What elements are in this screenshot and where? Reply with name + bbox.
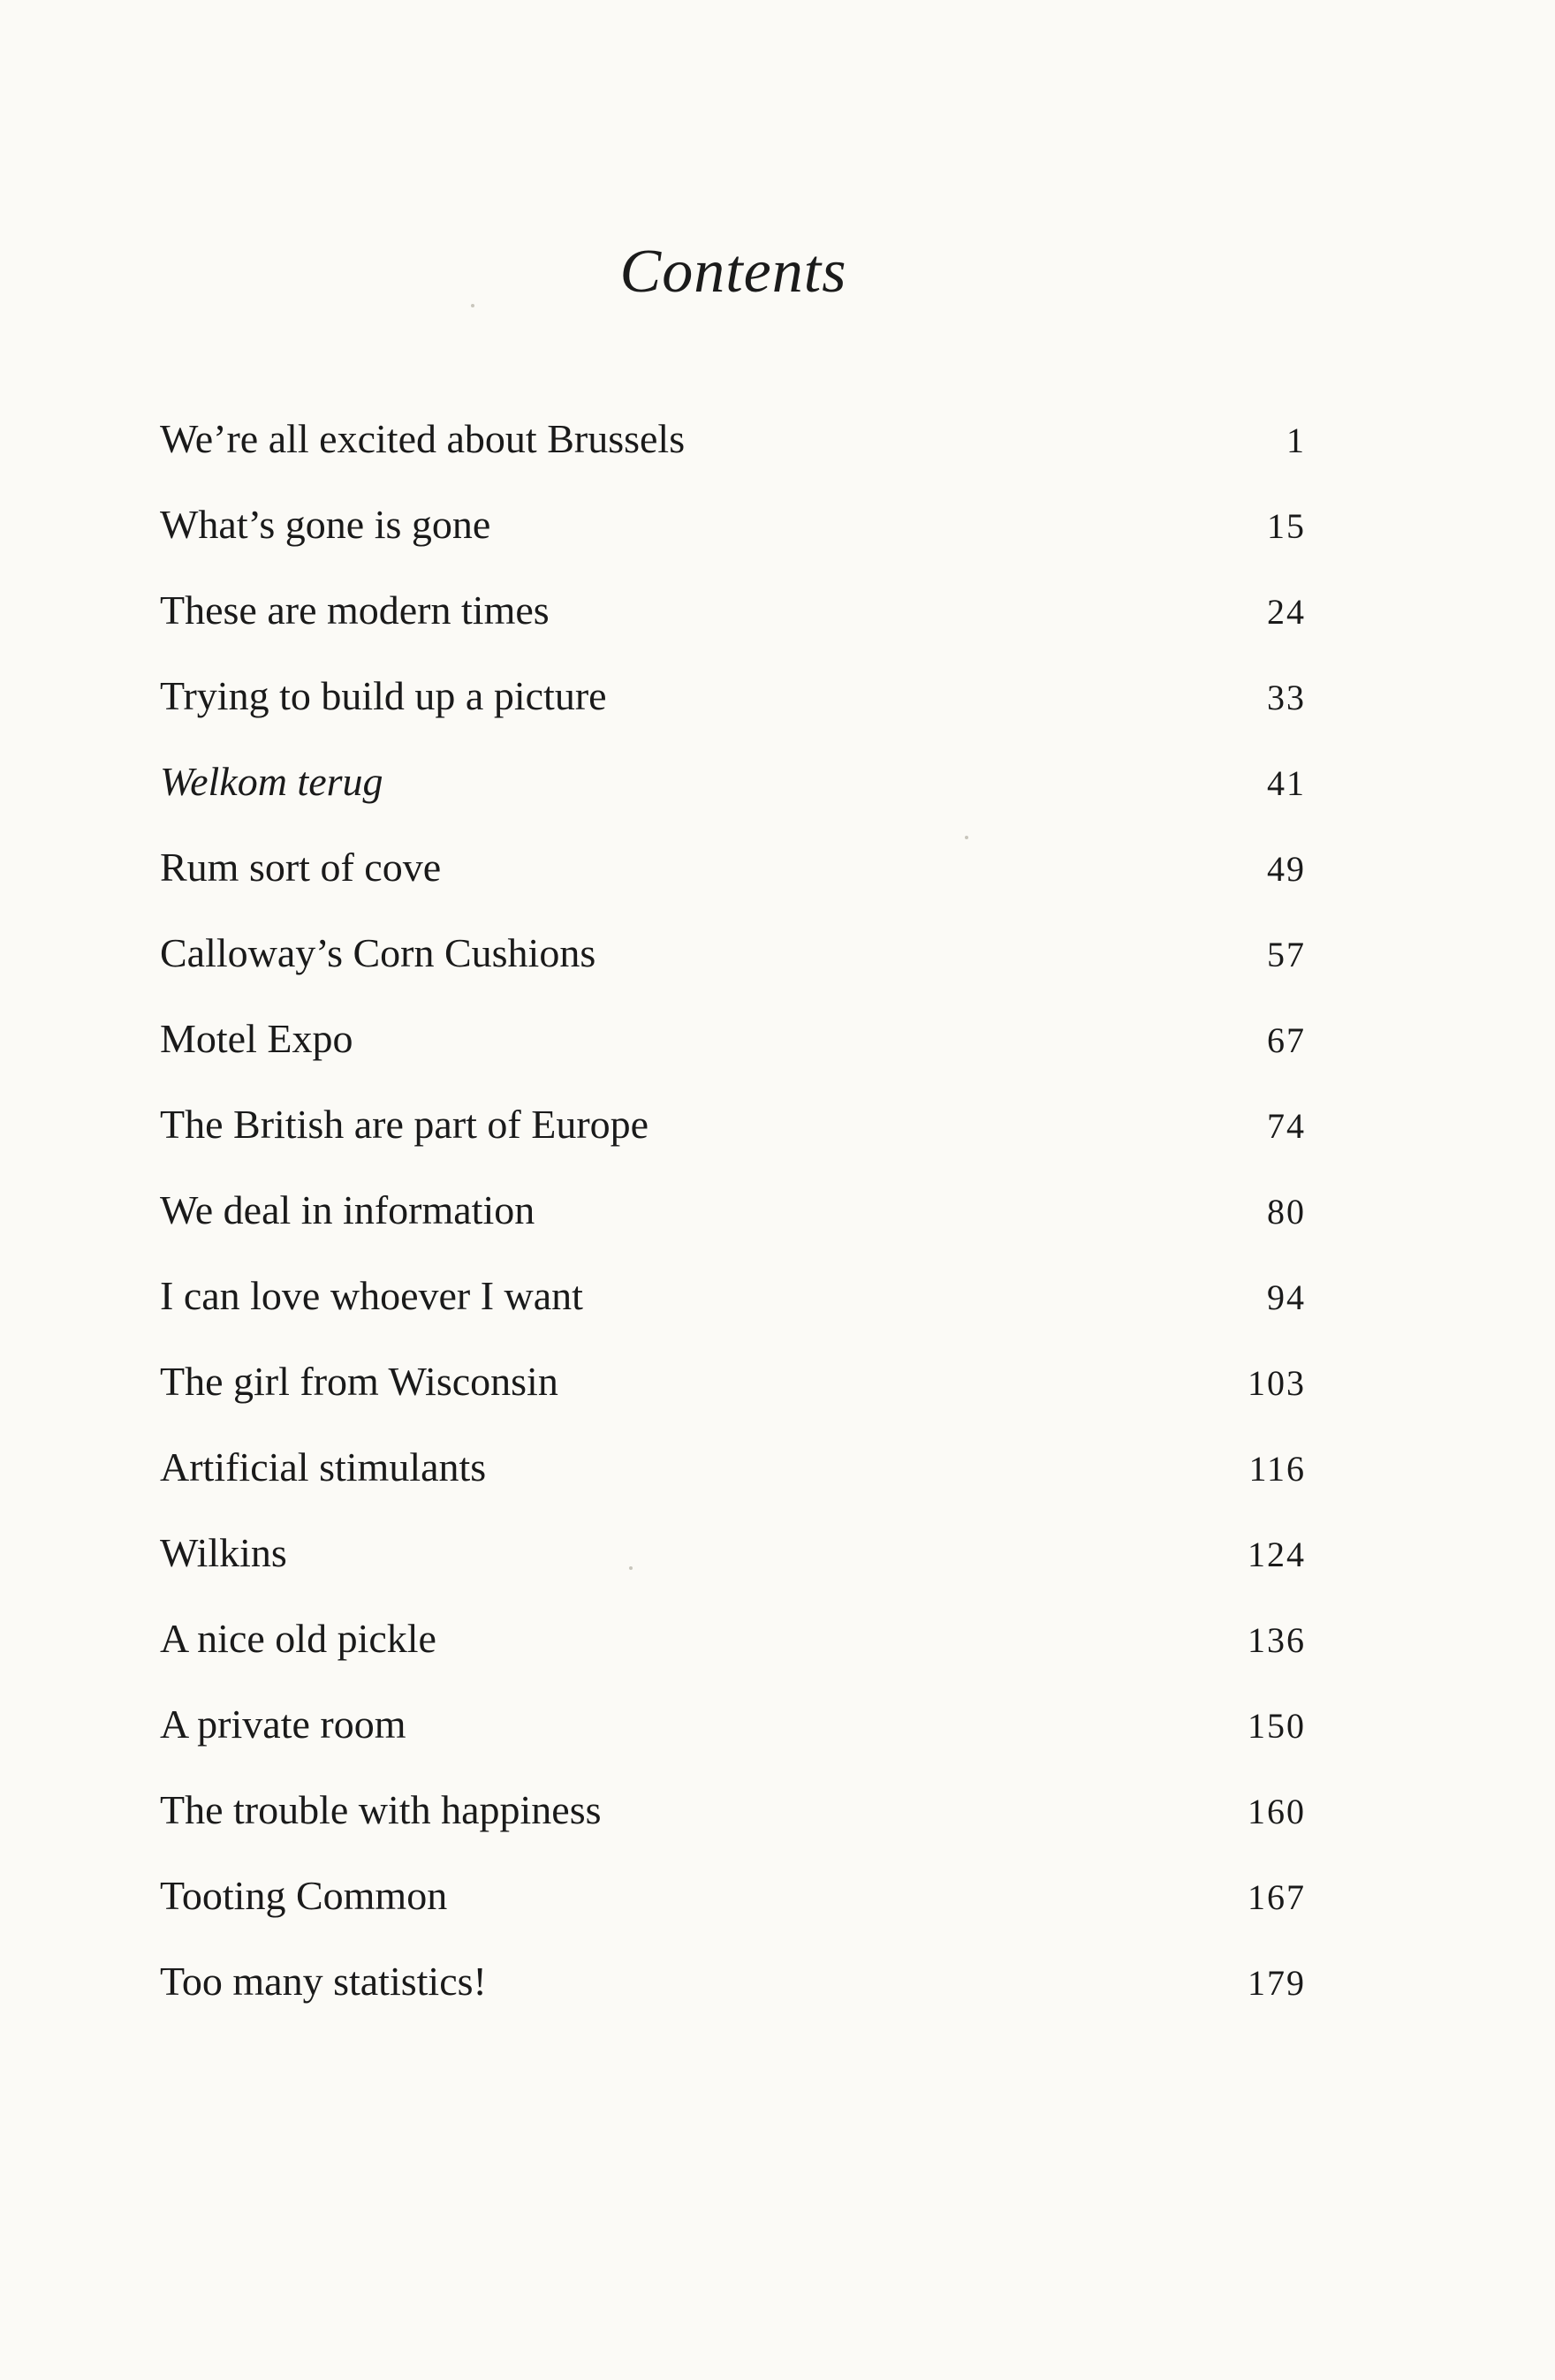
toc-entry: [160, 1186, 1306, 1272]
toc-entry-page-number: 179: [1248, 1963, 1306, 2003]
toc-entry-page-number: 57: [1267, 935, 1306, 974]
toc-entry-title: Tooting Common: [160, 1873, 448, 1918]
toc-entry-page-number: 160: [1248, 1792, 1306, 1831]
toc-entry-title: Artificial stimulants: [160, 1444, 487, 1489]
toc-entry-title: Welkom terug: [160, 759, 383, 804]
toc-entry: [160, 929, 1306, 1015]
toc-entry: [160, 1958, 1306, 2043]
toc-entry-page-number: 80: [1267, 1192, 1306, 1232]
scan-speck: [471, 304, 474, 307]
toc-entry: [160, 587, 1306, 672]
toc-entry-title: Wilkins: [160, 1530, 287, 1575]
toc-entry-title: These are modern times: [160, 587, 550, 633]
toc-entry: [160, 1701, 1306, 1786]
toc-entry-title: What’s gone is gone: [160, 502, 491, 547]
toc-entry-title: The trouble with happiness: [160, 1787, 602, 1832]
toc-entry-title: The girl from Wisconsin: [160, 1359, 558, 1404]
toc-entry-page-number: 136: [1248, 1620, 1306, 1660]
toc-entry: [160, 672, 1306, 758]
toc-entry: [160, 1444, 1306, 1529]
toc-entry-title: We’re all excited about Brussels: [160, 416, 686, 461]
page-title: Contents: [619, 238, 847, 306]
toc-entry-page-number: 124: [1248, 1535, 1306, 1574]
toc-entry-title: I can love whoever I want: [160, 1273, 583, 1318]
toc-entry: [160, 1101, 1306, 1186]
toc-entry-page-number: 49: [1267, 849, 1306, 889]
toc-entry-page-number: 33: [1267, 678, 1306, 717]
toc-entry: [160, 1786, 1306, 1872]
toc-entry: [160, 1615, 1306, 1701]
scan-speck: [629, 1566, 633, 1570]
toc-entry-title: Trying to build up a picture: [160, 673, 607, 718]
toc-entry-page-number: 41: [1267, 763, 1306, 803]
toc-entry-title: A private room: [160, 1702, 406, 1747]
toc-entry-title: Rum sort of cove: [160, 845, 442, 890]
toc-entry-page-number: 116: [1248, 1449, 1306, 1489]
toc-entry: [160, 415, 1306, 501]
toc-entry-page-number: 15: [1267, 506, 1306, 546]
toc-entry-title: Calloway’s Corn Cushions: [160, 930, 596, 975]
toc-entry-title: Motel Expo: [160, 1016, 353, 1061]
toc-entry: [160, 501, 1306, 587]
scan-speck: [965, 836, 968, 839]
toc-entry-page-number: 150: [1248, 1706, 1306, 1746]
toc-entry-page-number: 1: [1286, 421, 1306, 460]
toc-entry-title: The British are part of Europe: [160, 1102, 649, 1147]
toc-entry-page-number: 94: [1267, 1277, 1306, 1317]
toc-entry: [160, 1015, 1306, 1101]
toc-entry-page-number: 24: [1267, 592, 1306, 632]
toc-entry: [160, 1272, 1306, 1358]
toc-entry-page-number: 67: [1267, 1020, 1306, 1060]
toc-entry-page-number: 74: [1267, 1106, 1306, 1146]
toc-entry-page-number: 103: [1248, 1363, 1306, 1403]
toc-entry: [160, 758, 1306, 844]
table-of-contents: [160, 415, 1306, 2043]
toc-entry: [160, 1872, 1306, 1958]
toc-entry-title: Too many statistics!: [160, 1959, 487, 2004]
toc-entry: [160, 1358, 1306, 1444]
toc-entry: [160, 1529, 1306, 1615]
toc-entry-title: A nice old pickle: [160, 1616, 436, 1661]
toc-entry-page-number: 167: [1248, 1877, 1306, 1917]
toc-entry: [160, 844, 1306, 929]
toc-entry-title: We deal in information: [160, 1187, 535, 1232]
